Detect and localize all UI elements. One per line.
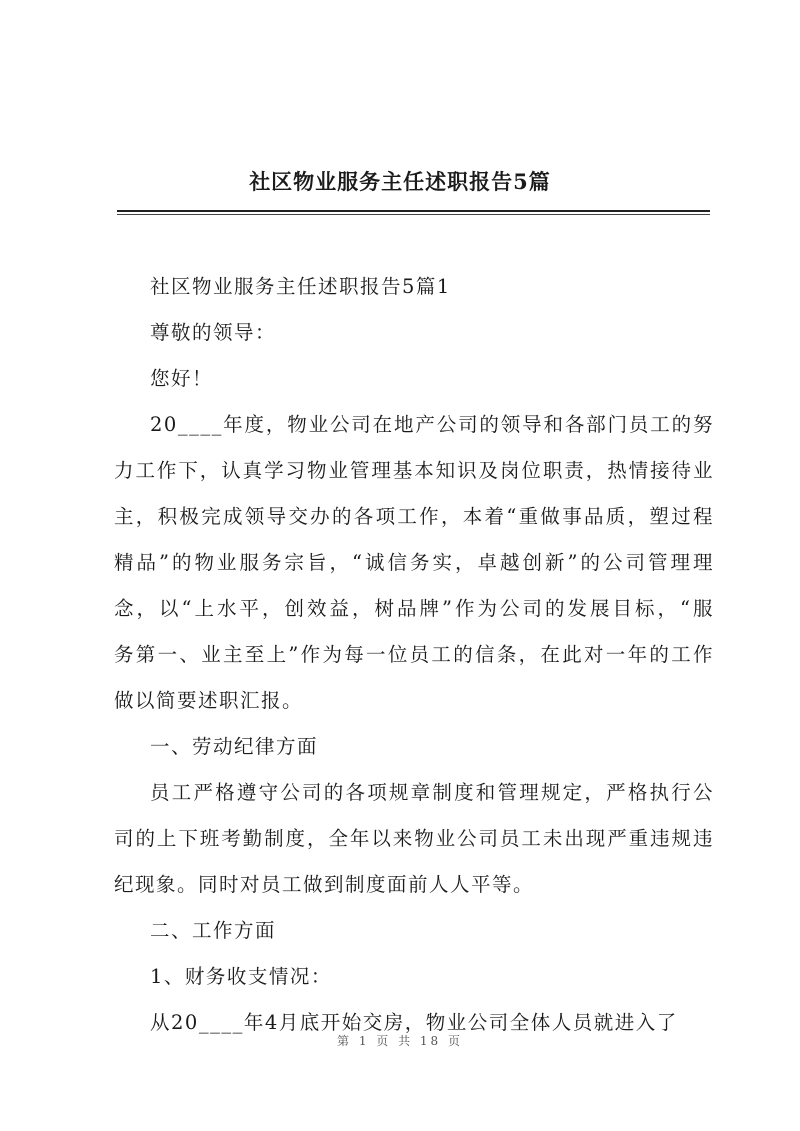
document-body — [114, 272, 714, 1054]
title-rule — [117, 210, 710, 212]
document-title: 社区物业服务主任述职报告5篇 — [249, 169, 551, 194]
paragraph-line: 力工作下，认真学习物业管理基本知识及岗位职责，热情接待业 — [114, 459, 714, 482]
paragraph-line: 精品”的物业服务宗旨，“诚信务实，卓越创新”的公司管理理 — [114, 551, 714, 574]
subsection-heading: 1、财务收支情况： — [150, 965, 332, 988]
title-rule-thin — [117, 214, 710, 215]
paragraph-line: 20____年度，物业公司在地产公司的领导和各部门员工的努 — [150, 413, 714, 436]
section-heading: 二、工作方面 — [150, 919, 277, 942]
paragraph-line: 尊敬的领导： — [150, 321, 277, 344]
paragraph-line: 司的上下班考勤制度，全年以来物业公司员工未出现严重违规违 — [114, 827, 714, 850]
paragraph-line: 社区物业服务主任述职报告5篇1 — [150, 275, 451, 298]
paragraph-line: 务第一、业主至上”作为每一位员工的信条，在此对一年的工作 — [114, 643, 714, 666]
paragraph-line: 念，以“上水平，创效益，树品牌”作为公司的发展目标，“服 — [114, 597, 714, 620]
paragraph-line: 做以简要述职汇报。 — [114, 689, 304, 712]
paragraph-line: 纪现象。同时对员工做到制度面前人人平等。 — [114, 873, 535, 896]
paragraph-line: 主，积极完成领导交办的各项工作，本着“重做事品质，塑过程 — [114, 505, 714, 528]
section-heading: 一、劳动纪律方面 — [150, 735, 319, 758]
paragraph-line: 您好！ — [150, 367, 214, 390]
paragraph-line: 员工严格遵守公司的各项规章制度和管理规定，严格执行公 — [150, 781, 714, 804]
paragraph-line: 从20____年4月底开始交房，物业公司全体人员就进入了 — [150, 1011, 678, 1034]
page-footer: 第 1 页 共 18 页 — [337, 1034, 463, 1048]
